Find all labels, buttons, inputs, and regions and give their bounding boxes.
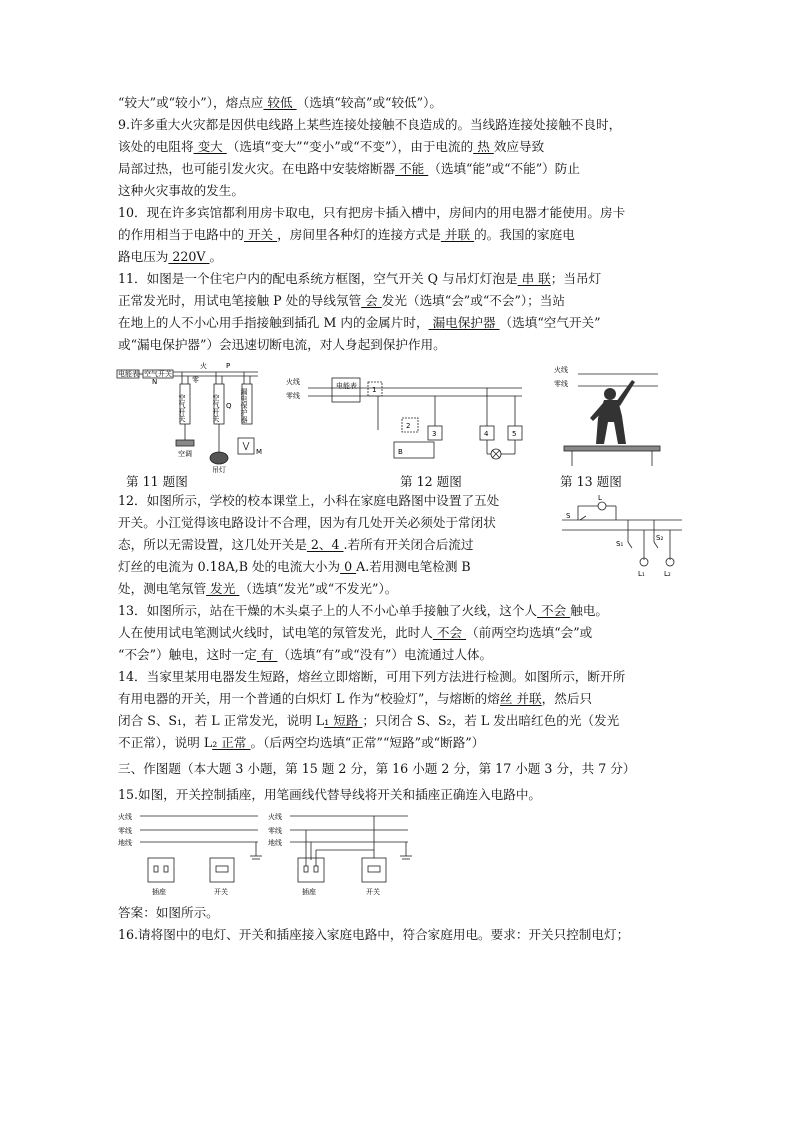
q10-line: 的作用相当于电路中的 开关 ，房间里各种灯的连接方式是 并联 的。我国的家庭电 (118, 227, 575, 242)
fig12-switch-4: 4 (484, 430, 489, 438)
answer-blank: 并联 (440, 227, 475, 242)
fig15-switch-label-left: 开关 (214, 888, 228, 896)
fig11-meter-label: 电能表 (118, 370, 139, 378)
fig11-leak-label: 漏电保护器 (240, 388, 248, 423)
fig12-switch-5: 5 (512, 430, 517, 438)
figure-11-circuit (116, 362, 266, 474)
answer-line: 答案：如图所示。 (118, 905, 219, 920)
fig15-fire-label-left: 火线 (118, 813, 132, 821)
fig11-n-label: N (152, 378, 158, 386)
figures-row (118, 356, 684, 490)
question-14 (118, 666, 684, 754)
fig11-sw1-label: 空气开关 (178, 394, 186, 422)
fig15-fire-label-right: 火线 (268, 813, 282, 821)
answer-blank: 变大 (193, 139, 227, 154)
q13-line: 人在使用试电笔测试火线时，试电笔的氖管发光，此时人 不会 （前两空均选填“会”或 (118, 625, 593, 640)
q12-line: 态，所以无需设置，这几处开关是 2、4 .若所有开关闭合后流过 (118, 537, 474, 552)
fig15-socket-label-left: 插座 (152, 888, 166, 896)
fig14-l2-label: L₂ (664, 570, 671, 578)
fig11-zero-label: 零 (192, 376, 199, 384)
figure-14-circuit (558, 490, 684, 578)
fig12-zero-label: 零线 (286, 392, 300, 400)
q14-line: 有用电器的开关，用一个普通的白炽灯 L 作为“校验灯”，与熔断的熔丝 并联，然后只 (118, 691, 593, 706)
fig12-switch-2: 2 (406, 422, 411, 430)
fig14-l1-label: L₁ (638, 570, 645, 578)
question-11 (118, 268, 684, 356)
caption-fig-13: 第 13 题图 (560, 474, 622, 489)
fig11-lamp-label: 吊灯 (212, 466, 226, 474)
fig13-fire-label: 火线 (554, 366, 568, 374)
fig13-zero-label: 零线 (554, 380, 568, 388)
q9-line: 这种火灾事故的发生。 (118, 183, 244, 198)
answer-blank: 不能 (395, 161, 429, 176)
answer-blank: 漏电保护器 (428, 315, 500, 330)
fig12-switch-3: 3 (432, 430, 437, 438)
answer-blank: 较低 (263, 95, 297, 110)
q12-line: 处，测电笔氖管 发光 （选填“发光”或“不发光”）。 (118, 581, 398, 596)
answer-blank: 开关 (243, 227, 278, 242)
fig15-switch-label-right: 开关 (366, 888, 380, 896)
fig11-q-label: Q (226, 402, 232, 410)
answer-blank: 有 (256, 647, 278, 662)
q9-line: 该处的电阻将 变大 （选填“变大”“变小”或“不变”），由于电流的 热 效应导致 (118, 139, 545, 154)
text: （选填“较高”或“较低”）。 (296, 95, 443, 110)
fig15-zero-label-right: 零线 (268, 827, 282, 835)
question-16: 16.请将图中的电灯、开关和插座接入家庭电路中，符合家庭用电。要求：开关只控制电灯； (118, 927, 630, 942)
q14-line: 闭合 S、S₁，若 L 正常发光，说明 L₁ 短路 ；只闭合 S、S₂，若 L 发出暗红色的光（发光 (118, 713, 620, 728)
fig14-s1-label: S₁ (616, 540, 624, 548)
q10-line: 10．现在许多宾馆都利用房卡取电，只有把房卡插入槽中，房间内的用电器才能使用。房卡 (118, 205, 626, 220)
question-10 (118, 202, 684, 268)
q14-line: 不正常），说明 L₂ 正常 。（后两空均选填“正常”“短路”或“断路”） (118, 735, 485, 750)
answer-blank: 会 (361, 293, 382, 308)
q9-line: 局部过热，也可能引发火灾。在电路中安装熔断器 不能 （选填“能”或“不能”）防止 (118, 161, 580, 176)
question-13 (118, 600, 684, 666)
answer-blank: 2、4 (306, 537, 344, 552)
fig15-ground-label-right: 地线 (268, 839, 282, 847)
fig12-switch-1: 1 (372, 386, 377, 394)
fig11-m-label: M (256, 448, 263, 456)
fig12-meter-label: 电能表 (336, 382, 357, 390)
fig11-sw2-label: 空气开关 (212, 394, 220, 422)
fig15-socket-label-right: 插座 (302, 888, 316, 896)
caption-fig-12: 第 12 题图 (400, 474, 462, 489)
question-15: 15.如图，开关控制插座，用笔画线代替导线将开关和插座正确连入电路中。 (118, 787, 542, 802)
q11-line: 在地上的人不小心用手指接触到插孔 M 内的金属片时， 漏电保护器 （选填“空气开关” (118, 315, 601, 330)
fig12-fire-label: 火线 (286, 378, 300, 386)
caption-fig-11: 第 11 题图 (126, 474, 188, 489)
fig14-s-label: S (566, 512, 571, 520)
q12-line: 开关。小江觉得该电路设计不合理，因为有几处开关必须处于常闭状 (118, 515, 496, 530)
fig14-s2-label: S₂ (656, 534, 664, 542)
question-12 (118, 490, 684, 600)
fig11-ac-label: 空调 (178, 450, 192, 458)
q12-line: 灯丝的电流为 0.18A,B 处的电流大小为 0 A.若用测电笔检测 B (118, 559, 471, 574)
q11-line: 正常发光时，用试电笔接触 P 处的导线氖管 会 发光（选填“会”或“不会”）；当站 (118, 293, 565, 308)
answer-blank: 发光 (206, 581, 240, 596)
fig12-b-label: B (398, 448, 403, 456)
fig15-zero-label-left: 零线 (118, 827, 132, 835)
figure-13-person-on-table (552, 360, 662, 470)
figure-15-wiring (118, 810, 418, 902)
answer-blank: ₁ 短路 (324, 713, 363, 728)
fig15-ground-label-left: 地线 (118, 839, 132, 847)
answer-blank: 不会 (537, 603, 571, 618)
section-heading: 三、作图题（本大题 3 小题，第 15 题 2 分，第 16 小题 2 分，第 17 小题 3 分，共 7 分） (118, 761, 636, 776)
q10-line: 路电压为 220V 。 (118, 249, 223, 264)
fig11-p-label: P (226, 362, 231, 370)
answer-blank: 0 (340, 559, 357, 574)
question-9 (118, 114, 684, 202)
answer-blank: 热 (473, 139, 494, 154)
q14-line: 14．当家里某用电器发生短路，熔丝立即熔断，可用下列方法进行检测。如图所示，断开所 (118, 669, 626, 684)
q12-line: 12．如图所示，学校的校本课堂上，小科在家庭电路图中设置了五处 (118, 493, 500, 508)
text: “较大”或“较小”），熔点应 (118, 95, 264, 110)
answer-blank: 丝 并联 (499, 691, 542, 706)
q13-line: 13．如图所示，站在干燥的木头桌子上的人不小心单手接触了火线，这个人 不会 触电。 (118, 603, 609, 618)
q9-line: 9.许多重大火灾都是因供电线路上某些连接处接触不良造成的。当线路连接处接触不良时， (118, 117, 622, 132)
q11-line: 11．如图是一个住宅户内的配电系统方框图，空气开关 Q 与吊灯灯泡是 串 联；当吊灯 (118, 271, 602, 286)
q11-line: 或“漏电保护器”）会迅速切断电流，对人身起到保护作用。 (118, 337, 446, 352)
answer-blank: 220V (168, 249, 210, 264)
answer-blank: 串 联 (517, 271, 551, 286)
fig14-l-label: L (598, 494, 602, 502)
q13-line: “不会”）触电，这时一定 有 （选填“有”或“没有”）电流通过人体。 (118, 647, 493, 662)
fig11-fire-label: 火 (200, 362, 207, 370)
answer-blank: ₂ 正常 (212, 735, 251, 750)
figure-12-circuit (286, 370, 532, 470)
fig11-air-label: 空气开关 (144, 370, 172, 378)
q8-tail (118, 92, 684, 114)
answer-blank: 不会 (432, 625, 467, 640)
